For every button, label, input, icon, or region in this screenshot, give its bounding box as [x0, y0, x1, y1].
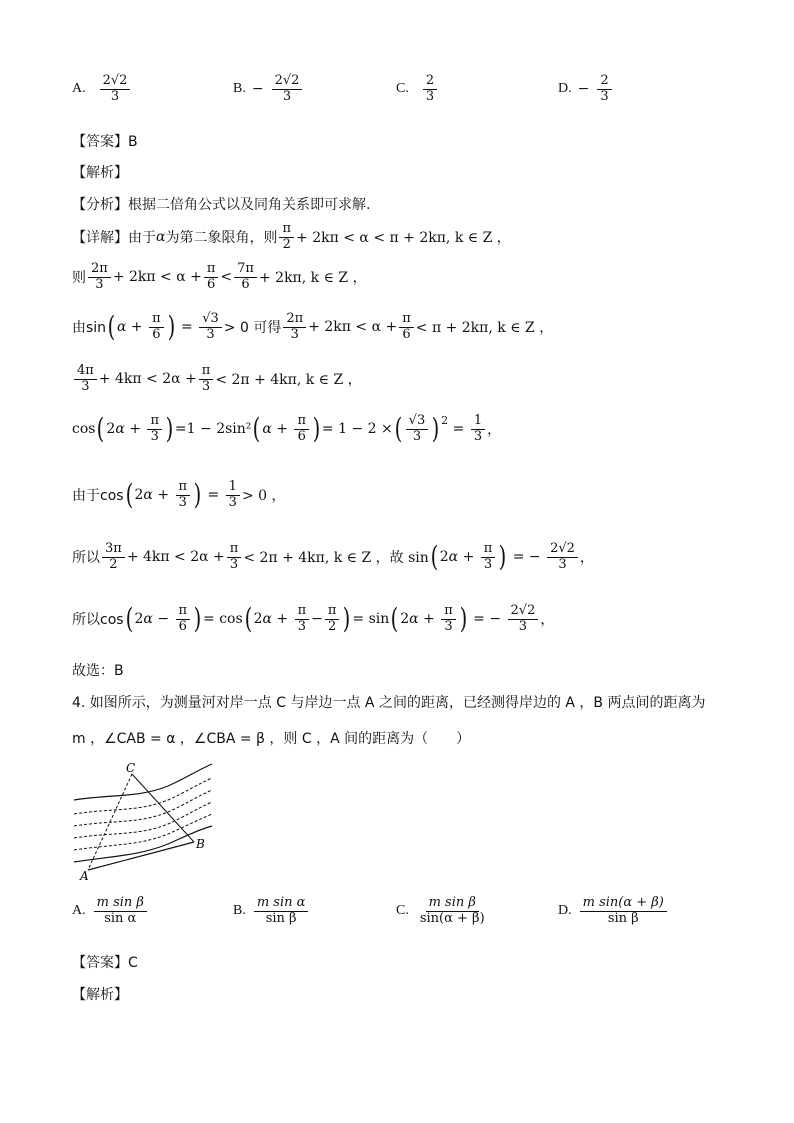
detail-math: = 1 − 2 ×: [321, 421, 393, 438]
fraction: $\frac{\pi}{6}$: [399, 312, 414, 343]
numerator: 2√2: [272, 74, 303, 90]
fraction: $\frac{\pi}{2}$: [325, 604, 340, 635]
detail-prefix: 【详解】由于: [72, 230, 156, 247]
detail-text: > 0 可得: [223, 320, 282, 337]
numerator: 2√2: [100, 74, 131, 90]
detail-math: + 2kπ < α < π + 2kπ, k ∈ Z ，: [296, 230, 511, 247]
detail-prefix: 所以: [72, 550, 100, 567]
detail-math: + 2kπ < α +: [308, 319, 398, 336]
q4-option-b: [233, 896, 310, 927]
segment-cb: [132, 774, 194, 842]
water-line: [74, 790, 212, 826]
fraction: $\frac{\pi}{3}$: [481, 542, 496, 573]
detail-text: 为第二象限角，则: [165, 230, 278, 247]
detail-math: < 2π + 4kπ, k ∈ Z ，故 sin: [243, 550, 429, 567]
fraction: $\frac{\pi}{6}$: [176, 604, 191, 635]
option-label: C.: [396, 81, 409, 97]
fraction: $\frac{2√2}{3}$: [508, 604, 539, 635]
detail-line-7: 所以 $\frac{3\pi}{2}$ + 4kπ < 2α + $\frac{\pi}{3}$ < 2π + 4kπ, k ∈ Z ，故 sin ( 2α + $\frac{\pi}{3}$ ) = − $\frac{2√2}{3}$ ，: [72, 540, 594, 574]
option-fraction: [580, 896, 667, 927]
option-fraction: [417, 896, 488, 927]
q3-option-c: [396, 74, 439, 105]
q4-stem-line-1: 4. 如图所示，为测量河对岸一点 C 与岸边一点 A 之间的距离，已经测得岸边的 A ，B 两点间的距离为: [72, 695, 706, 711]
detail-math: < 2π + 4kπ, k ∈ Z ，: [215, 372, 362, 389]
near-bank: [74, 826, 212, 862]
detail-math: =1 − 2sin²: [174, 421, 252, 438]
numerator: m sin α: [254, 896, 309, 912]
detail-line-2: [72, 262, 367, 293]
option-fraction: [272, 74, 303, 105]
detail-line-8: 所以cos ( 2α − $\frac{\pi}{6}$ ) = cos ( 2α + $\frac{\pi}{3}$ − $\frac{\pi}{2}$ ) = sin ( 2α + $\frac{\pi}{3}$ ) = − $\frac{2√2}{3}$ ，: [72, 602, 555, 636]
point-a-label: A: [80, 869, 89, 882]
detail-math: + 2kπ < α +: [112, 269, 202, 286]
detail-math: <: [220, 269, 233, 286]
water-line: [74, 778, 212, 814]
detail-line-6: 由于cos ( 2α + $\frac{\pi}{3}$ ) = $\frac{1}{3}$ > 0 ，: [72, 478, 286, 512]
detail-math: ，: [579, 550, 594, 567]
detail-math: + 4kπ < 2α +: [126, 549, 225, 566]
denominator: sin α: [104, 910, 137, 926]
q4-stem-line-2: m ，∠CAB = α ，∠CBA = β ，则 C ，A 间的距离为（ ）: [72, 731, 471, 747]
detail-math: + 4kπ < 2α +: [98, 371, 197, 388]
detail-math: = cos: [203, 611, 243, 628]
fraction: $\frac{\pi}{3}$: [199, 364, 214, 395]
option-fraction: [100, 74, 131, 105]
option-sign: −: [577, 81, 590, 98]
numerator: m sin β: [426, 896, 479, 912]
fraction: $\frac{1}{3}$: [226, 480, 240, 511]
detail-line-3: 由sin ( α + $\frac{\pi}{6}$ ) = $\frac{√3}{3}$ > 0 可得 $\frac{2\pi}{3}$ + 2kπ < α + $\frac{\pi}{6}$ < π + 2kπ, k ∈ Z ，: [72, 310, 554, 344]
detail-prefix: 由sin: [72, 320, 107, 337]
option-label: D.: [558, 903, 572, 919]
answer-q3: 【答案】B: [72, 134, 138, 150]
fraction: $\frac{\pi}{3}$: [176, 480, 191, 511]
detail-line-5: cos ( 2α + $\frac{\pi}{3}$ ) =1 − 2sin² ( α + $\frac{\pi}{6}$ ) = 1 − 2 × ( $\frac{√3}{3}$ ) $^2$ = $\frac{1}{3}$ ，: [72, 412, 502, 446]
point-c-label: C: [126, 761, 136, 775]
q4-option-d: [558, 896, 669, 927]
numerator: m sin(α + β): [580, 896, 667, 912]
option-sign: −: [251, 81, 264, 98]
q3-option-a: [72, 74, 132, 105]
option-label: B.: [233, 903, 246, 919]
fraction: $\frac{1}{3}$: [471, 414, 485, 445]
fraction: $\frac{7\pi}{6}$: [234, 262, 257, 293]
numerator: 2: [423, 74, 437, 90]
option-label: D.: [558, 81, 572, 97]
denominator: 3: [600, 88, 609, 104]
denominator: sin β: [607, 910, 639, 926]
numerator: 2: [597, 74, 611, 90]
fraction: $\frac{2\pi}{3}$: [283, 312, 306, 343]
fraction: $\frac{√3}{3}$: [406, 414, 429, 445]
fraction: $\frac{√3}{3}$: [199, 312, 222, 343]
fraction: $\frac{\pi}{3}$: [441, 604, 456, 635]
fraction: $\frac{2√2}{3}$: [547, 542, 578, 573]
fraction: $\frac{\pi}{6}$: [204, 262, 219, 293]
detail-prefix: 由于cos: [72, 488, 124, 505]
point-b-label: B: [196, 837, 205, 851]
river-figure: [68, 758, 218, 882]
option-fraction: [597, 74, 611, 105]
q3-option-d: [558, 74, 614, 105]
detail-math: + 2kπ, k ∈ Z ，: [258, 270, 367, 287]
detail-prefix: 则: [72, 270, 86, 287]
analysis-heading-q4: 【解析】: [72, 987, 128, 1003]
denominator: sin(α + β): [419, 910, 485, 926]
fraction: $\frac{2\pi}{3}$: [88, 262, 111, 293]
water-line: [74, 814, 212, 850]
denominator: sin β: [265, 910, 297, 926]
option-label: A.: [72, 81, 86, 97]
detail-prefix: 所以cos: [72, 612, 124, 629]
answer-q4: 【答案】C: [72, 955, 138, 971]
far-bank: [74, 764, 212, 800]
q4-option-c: [396, 896, 490, 927]
detail-math: < π + 2kπ, k ∈ Z ，: [415, 320, 554, 337]
detail-line-1: 【详解】由于 α 为第二象限角，则 $\frac{\pi}{2}$ + 2kπ < α < π + 2kπ, k ∈ Z ，: [72, 221, 511, 252]
denominator: 3: [282, 88, 292, 104]
analysis-heading-q3: 【解析】: [72, 165, 128, 181]
numerator: m sin β: [94, 896, 147, 912]
option-fraction: [94, 896, 147, 927]
option-fraction: [254, 896, 309, 927]
fraction: $\frac{3\pi}{2}$: [102, 542, 125, 573]
fraction: $\frac{4\pi}{3}$: [74, 364, 97, 395]
detail-line-4: [72, 364, 362, 395]
detail-math: = sin: [352, 611, 390, 628]
option-label: A.: [72, 903, 86, 919]
fraction: $\frac{\pi}{3}$: [295, 604, 310, 635]
q4-option-a: [72, 896, 149, 927]
denominator: 3: [110, 88, 120, 104]
analysis-summary: 【分析】根据二倍角公式以及同角关系即可求解.: [72, 197, 371, 213]
fraction: $\frac{\pi}{6}$: [294, 414, 309, 445]
fraction: $\frac{\pi}{3}$: [147, 414, 162, 445]
option-fraction: [423, 74, 437, 105]
detail-math: ，: [540, 612, 555, 629]
fraction: $\frac{\pi}{2}$: [279, 222, 294, 253]
segment-ab: [88, 842, 194, 870]
option-label: C.: [396, 903, 409, 919]
detail-math: ，: [487, 422, 502, 439]
detail-math: > 0 ，: [241, 488, 286, 505]
denominator: 3: [425, 88, 435, 104]
q3-option-b: [233, 74, 304, 105]
water-line: [74, 802, 212, 838]
option-label: B.: [233, 81, 246, 97]
fraction: $\frac{\pi}{3}$: [227, 542, 242, 573]
fraction: $\frac{\pi}{6}$: [149, 312, 164, 343]
choice-q3: 故选：B: [72, 663, 124, 679]
detail-math: cos: [72, 421, 96, 438]
